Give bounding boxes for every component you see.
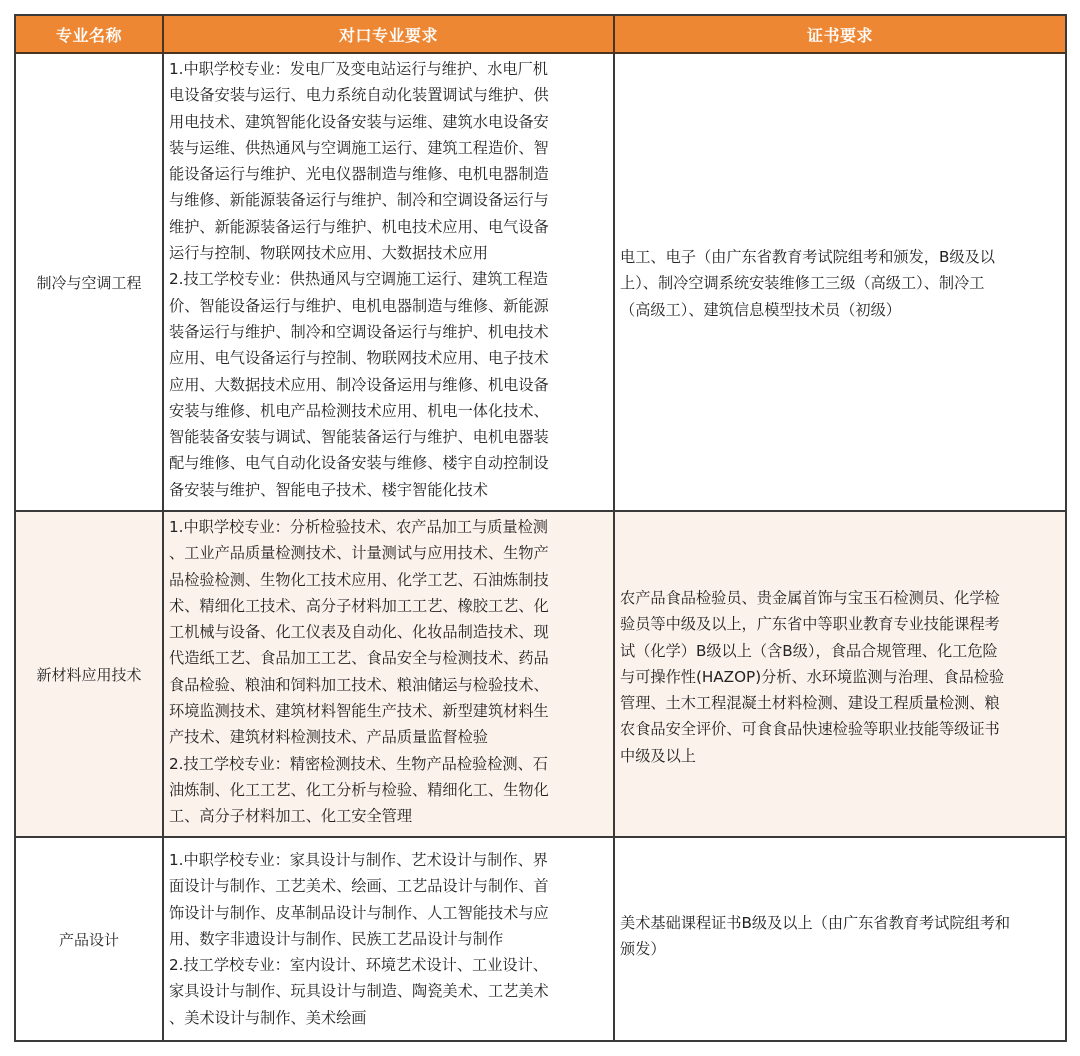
certificate-cell [615,838,1065,1040]
text-line: 颁发） [620,940,666,959]
major-name-cell: 制冷与空调工程 [16,54,164,510]
certificate-cell [615,512,1065,836]
text-line: 2.技工学校专业：供热通风与空调施工运行、建筑工程造 [169,270,548,289]
text-line: 1.中职学校专业：发电厂及变电站运行与维护、水电厂机 [169,60,548,78]
major-name-cell: 新材料应用技术 [16,512,164,836]
text-line: 维护、新能源装备运行与维护、机电技术应用、电气设备 [169,217,549,236]
table-row [16,838,1065,1040]
matching-major-cell [164,54,615,510]
text-line: 用、数字非遗设计与制作、民族工艺品设计与制作 [169,929,504,948]
text-line: 验员等中级及以上，广东省中等职业教育专业技能课程考 [620,615,1000,634]
text-line: 电设备安装与运行、电力系统自动化装置调试与维护、供 [169,86,549,105]
text-line: 备安装与维护、智能电子技术、楼宇智能化技术 [169,480,488,499]
header-major-name: 专业名称 [16,16,164,52]
text-line: 家具设计与制作、玩具设计与制造、陶瓷美术、工艺美术 [169,982,549,1001]
header-matching-major: 对口专业要求 [164,16,615,52]
text-line: 美术基础课程证书B级及以上（由广东省教育考试院组考和 [620,914,1011,932]
text-line: 管理、土木工程混凝土材料检测、建设工程质量检测、粮 [620,694,1000,713]
table-row [16,512,1065,838]
text-line: 电工、电子（由广东省教育考试院组考和颁发，B级及以 [620,248,995,266]
table-header-row [16,16,1065,54]
text-line: 装备运行与维护、制冷和空调设备运行与维护、机电技术 [169,322,549,341]
text-line: 术、精细化工技术、高分子材料加工工艺、橡胶工艺、化 [169,596,549,615]
text-line: 试（化学）B级以上（含B级），食品合规管理、化工危险 [620,641,998,660]
text-line: 运行与控制、物联网技术应用、大数据技术应用 [169,244,488,263]
text-line: 代造纸工艺、食品加工工艺、食品安全与检测技术、药品 [169,649,549,668]
text-line: 、美术设计与制作、美术绘画 [169,1008,367,1027]
text-line: 1.中职学校专业：家具设计与制作、艺术设计与制作、界 [169,851,548,869]
text-line: 油炼制、化工工艺、化工分析与检验、精细化工、生物化 [169,780,549,799]
text-line: 智能装备安装与调试、智能装备运行与维护、电机电器装 [169,428,549,447]
matching-major-cell [164,838,615,1040]
text-line: 与可操作性(HAZOP)分析、水环境监测与治理、食品检验 [620,667,1005,686]
text-line: 应用、电气设备运行与控制、物联网技术应用、电子技术 [169,349,549,368]
text-line: 品检验检测、生物化工技术应用、化学工艺、石油炼制技 [169,570,549,589]
text-line: 面设计与制作、工艺美术、绘画、工艺品设计与制作、首 [169,877,549,896]
text-line: 中级及以上 [620,746,696,765]
text-line: 与维修、新能源装备运行与维护、制冷和空调设备运行与 [169,191,549,210]
certificate-cell [615,54,1065,510]
requirements-table [14,14,1067,1042]
text-line: 、工业产品质量检测技术、计量测试与应用技术、生物产 [169,544,549,563]
text-line: 能设备运行与维护、光电仪器制造与维修、电机电器制造 [169,165,549,184]
text-line: 农产品食品检验员、贵金属首饰与宝玉石检测员、化学检 [620,589,1000,607]
text-line: 食品检验、粮油和饲料加工技术、粮油储运与检验技术、 [169,675,549,694]
text-line: 上）、制冷空调系统安装维修工三级（高级工）、制冷工 [620,274,985,293]
text-line: 农食品安全评价、可食食品快速检验等职业技能等级证书 [620,720,1000,739]
text-line: 1.中职学校专业：分析检验技术、农产品加工与质量检测 [169,518,548,536]
text-line: 饰设计与制作、皮革制品设计与制作、人工智能技术与应 [169,903,549,922]
matching-major-cell [164,512,615,836]
text-line: 工、高分子材料加工、化工安全管理 [169,807,412,826]
text-line: 价、智能设备运行与维护、电机电器制造与维修、新能源 [169,296,549,315]
text-line: 应用、大数据技术应用、制冷设备运用与维修、机电设备 [169,375,549,394]
header-certificate: 证书要求 [806,25,873,45]
text-line: 环境监测技术、建筑材料智能生产技术、新型建筑材料生 [169,702,549,721]
text-line: 配与维修、电气自动化设备安装与维修、楼宇自动控制设 [169,454,549,473]
text-line: 产技术、建筑材料检测技术、产品质量监督检验 [169,728,488,747]
text-line: 用电技术、建筑智能化设备安装与运维、建筑水电设备安 [169,112,549,131]
text-line: 2.技工学校专业：室内设计、环境艺术设计、工业设计、 [169,956,548,975]
text-line: 工机械与设备、化工仪表及自动化、化妆品制造技术、现 [169,623,549,642]
text-line: （高级工）、建筑信息模型技术员（初级） [620,300,901,319]
text-line: 安装与维修、机电产品检测技术应用、机电一体化技术、 [169,401,549,420]
table-row [16,54,1065,512]
text-line: 装与运维、供热通风与空调施工运行、建筑工程造价、智 [169,138,549,157]
major-name-cell: 产品设计 [16,838,164,1040]
text-line: 2.技工学校专业：精密检测技术、生物产品检验检测、石 [169,754,548,773]
